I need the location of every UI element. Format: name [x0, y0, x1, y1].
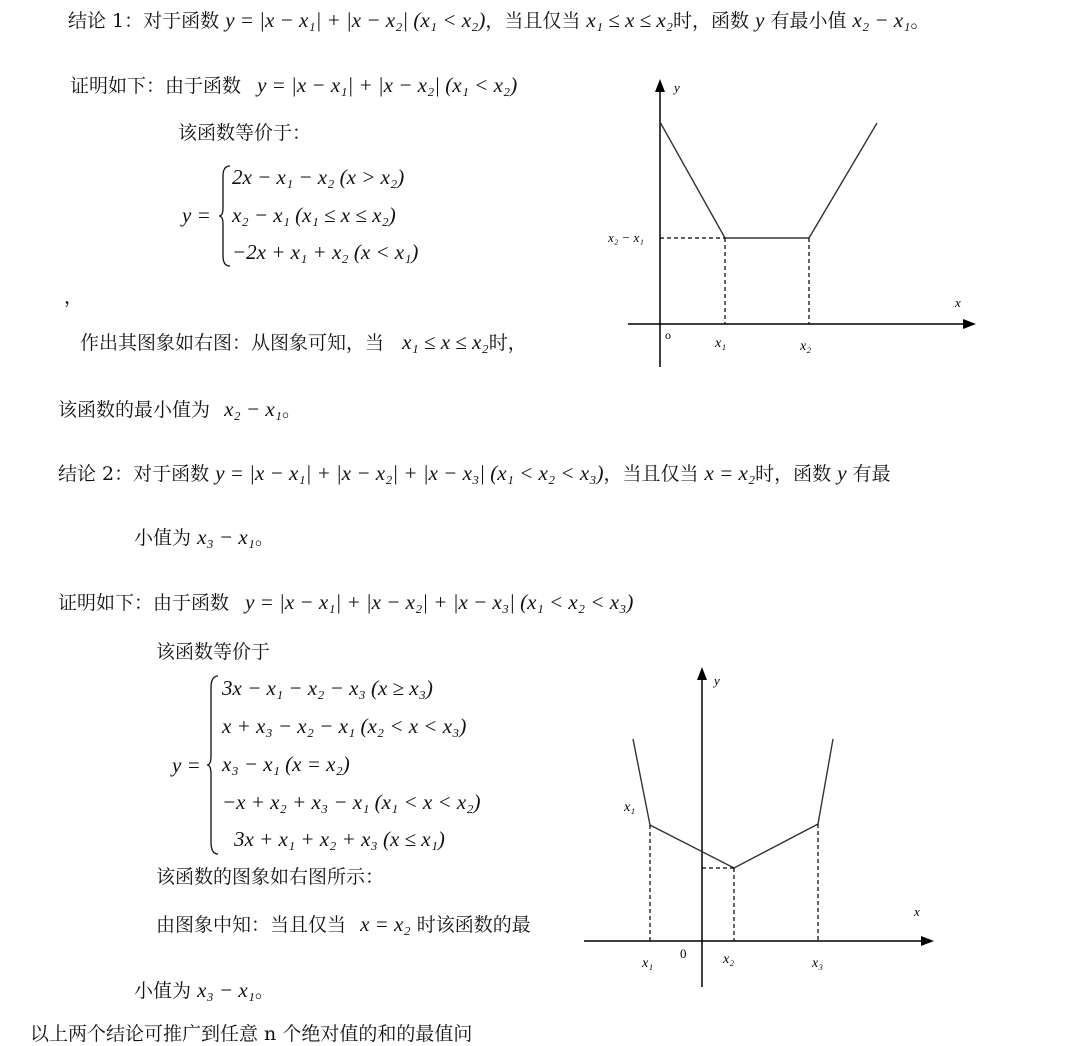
- graph-2-side-label: x₁: [624, 800, 636, 815]
- proof-1-graph-text: [80, 330, 527, 355]
- conclusion-1-tail: 有最小值: [770, 10, 847, 32]
- conclusion-1-text-after: 时，函数: [673, 10, 750, 32]
- graph-2-curve: [633, 739, 833, 868]
- graph-1-x1-label: x₁: [715, 336, 727, 351]
- graph-2-origin: 0: [680, 946, 687, 961]
- conclusion-2-min: x₃ − x₁: [197, 525, 255, 549]
- proof-1-end: 。: [281, 399, 301, 421]
- proof-1-y-eq: y =: [182, 203, 211, 227]
- proof-1-case-1: 2x − x₁ − x₂ (x > x₂): [232, 165, 405, 189]
- proof-2-y-eq: y =: [172, 753, 201, 777]
- graph-1-x-arrow: [963, 319, 976, 329]
- graph-2-x-arrow: [921, 936, 934, 946]
- proof-2-min-value: x₃ − x₁: [197, 978, 255, 1002]
- proof-1-case-3: −2x + x₁ + x₂ (x < x₁): [232, 240, 419, 264]
- conclusion-1-y: y: [755, 8, 765, 32]
- graph-2: [580, 665, 940, 995]
- proof-1-when: 时，: [488, 332, 527, 354]
- conclusion-2-function: y = |x − x₁| + |x − x₂| + |x − x₃| (x₁ < x₂ < x₃): [215, 461, 604, 485]
- conclusion-2-text: ，当且仅当: [603, 463, 699, 485]
- proof-2-case-5: 3x + x₁ + x₂ + x₃ (x ≤ x₁): [234, 827, 445, 851]
- conclusion-2-label: 结论 2：对于函数: [58, 463, 210, 485]
- graph-2-x2-label: x₂: [723, 952, 735, 967]
- conclusion-2-line-2-text: 小值为: [134, 527, 192, 549]
- proof-1-min: [58, 397, 301, 422]
- graph-1-origin: o: [665, 328, 671, 342]
- graph-1-x-label: x: [955, 295, 961, 310]
- graph-2-y-label: y: [714, 673, 720, 688]
- graph-1: [600, 75, 990, 375]
- conclusion-2-y: y: [837, 461, 847, 485]
- graph-1-min-label: x₂ − x₁: [608, 230, 644, 245]
- graph-2-x3-label: x₃: [812, 956, 824, 971]
- graph-2-x-label: x: [914, 904, 920, 919]
- proof-2-condition: x = x₂: [360, 912, 411, 936]
- proof-1-condition: x₁ ≤ x ≤ x₂: [402, 330, 489, 354]
- proof-2-graph-text: 该函数的图象如右图所示：: [156, 866, 385, 888]
- proof-2-case-1: 3x − x₁ − x₂ − x₃ (x ≥ x₃): [222, 676, 433, 700]
- graph-1-curve: [660, 122, 877, 238]
- graph-1-x2-label: x₂: [800, 339, 812, 354]
- proof-2-min-text: 小值为: [134, 980, 192, 1002]
- proof-2-from-graph: [156, 912, 531, 937]
- graph-2-y-arrow: [697, 667, 707, 680]
- proof-2-when: 时该函数的最: [416, 914, 531, 936]
- conclusion-2-line-2: [134, 525, 274, 550]
- proof-1-min-value: x₂ − x₁: [224, 397, 282, 421]
- proof-2-end: 。: [254, 980, 274, 1002]
- conclusion-1: [68, 8, 929, 33]
- footer-partial-line: 以上两个结论可推广到任意 n 个绝对值的和的最值问: [30, 1023, 473, 1045]
- proof-2-min: [134, 978, 274, 1003]
- proof-2-case-2: x + x₃ − x₂ − x₁ (x₂ < x < x₃): [222, 714, 467, 738]
- proof-1-case-2: x₂ − x₁ (x₁ ≤ x ≤ x₂): [232, 203, 396, 227]
- proof-1-comma: ，: [64, 286, 84, 308]
- graph-1-y-label: y: [674, 80, 680, 95]
- proof-2-case-4: −x + x₂ + x₃ − x₁ (x₁ < x < x₂): [222, 790, 481, 814]
- conclusion-1-function: y = |x − x₁| + |x − x₂| (x₁ < x₂): [225, 8, 486, 32]
- proof-1-function: y = |x − x₁| + |x − x₂| (x₁ < x₂): [257, 73, 518, 97]
- conclusion-1-condition: x₁ ≤ x ≤ x₂: [586, 8, 674, 32]
- proof-1-brace: [218, 164, 232, 268]
- conclusion-2-tail: 有最: [852, 463, 891, 485]
- proof-1-intro-text: 证明如下：由于函数: [70, 75, 242, 97]
- proof-2-function: y = |x − x₁| + |x − x₂| + |x − x₃| (x₁ < x₂ < x₃): [245, 590, 634, 614]
- proof-2-equiv: 该函数等价于: [156, 641, 271, 663]
- conclusion-1-label: 结论 1：对于函数: [68, 10, 220, 32]
- graph-2-x1-label: x₁: [642, 956, 654, 971]
- proof-1-equiv: 该函数等价于：: [178, 122, 312, 144]
- graph-1-y-arrow: [655, 79, 665, 92]
- proof-2-from-graph-text: 由图象中知：当且仅当: [156, 914, 347, 936]
- proof-1-intro: [70, 73, 517, 98]
- conclusion-1-min: x₂ − x₁: [852, 8, 911, 32]
- proof-2-intro: [58, 590, 633, 615]
- proof-1-graph-text-label: 作出其图象如右图：从图象可知，当: [80, 332, 385, 354]
- conclusion-2-condition: x = x₂: [704, 461, 756, 485]
- conclusion-2-end: 。: [254, 527, 274, 549]
- proof-2-case-3: x₃ − x₁ (x = x₂): [222, 752, 350, 776]
- conclusion-1-text: ，当且仅当: [485, 10, 581, 32]
- conclusion-2-text-after: 时，函数: [755, 463, 832, 485]
- proof-2-intro-text: 证明如下：由于函数: [58, 592, 230, 614]
- proof-1-min-text: 该函数的最小值为: [58, 399, 211, 421]
- conclusion-2: [58, 461, 891, 486]
- conclusion-1-end: 。: [910, 10, 930, 32]
- proof-2-brace: [206, 674, 220, 856]
